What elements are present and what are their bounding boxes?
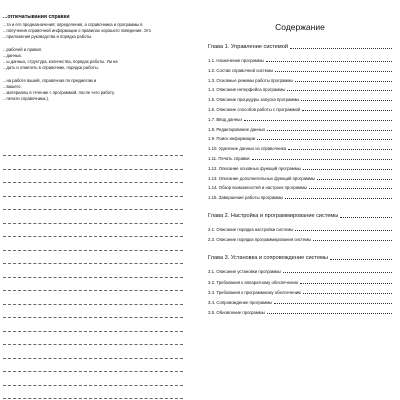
leader-dots: [340, 217, 392, 218]
toc-item: [208, 136, 393, 141]
blank-rule-line: [3, 317, 183, 318]
intro-line: ...на работе вашей, справочная по предметам и: [3, 77, 97, 83]
blank-rule-line: [3, 385, 183, 386]
toc-item: [208, 310, 393, 315]
toc-item: [208, 185, 393, 190]
blank-rule-line: [3, 290, 183, 291]
toc-item: [208, 107, 393, 112]
leader-dots: [317, 179, 392, 180]
toc-item-label: 2.2. Описание порядка программирования системы: [208, 237, 312, 243]
toc-item-label: 3.3. Требования к программному обеспечению: [208, 289, 302, 295]
toc-chapter-label: Глава 2. Настройка и программирование системы: [208, 213, 339, 219]
toc-item: [208, 176, 393, 181]
toc-item: [208, 58, 393, 63]
toc-title: Содержание: [275, 22, 325, 32]
leader-dots: [313, 240, 392, 241]
leader-dots: [285, 198, 392, 199]
leader-dots: [267, 130, 392, 131]
toc-item: [208, 166, 393, 171]
toc-chapter: [208, 213, 393, 219]
toc-item-label: 2.1. Описание порядка настройки системы: [208, 227, 294, 232]
leader-dots: [300, 283, 392, 284]
toc-chapter-label: Глава 3. Установка и сопровождение системы: [208, 255, 328, 262]
left-page-title: ...отпечатывания справки: [3, 14, 70, 20]
toc-item: [208, 78, 393, 83]
leader-dots: [287, 90, 392, 91]
leader-dots: [283, 272, 392, 273]
blank-rule-line: [3, 236, 183, 237]
toc-item-label: 3.4. Сопровождение программы: [208, 300, 273, 305]
toc-item-label: 1.13. Описание дополнительных функций программы: [208, 175, 316, 181]
toc-item: [208, 117, 393, 122]
toc-item: [208, 195, 393, 200]
intro-line: ...та и его предназначения; определения, а справочника и программы в: [3, 22, 143, 27]
toc-item-label: 1.5. Описание процедуры запуска программы: [208, 97, 300, 103]
toc-item-label: 1.9. Поиск информации: [208, 136, 256, 142]
toc-item: [208, 156, 393, 161]
intro-line: ...вашего.: [3, 84, 22, 89]
toc-item-label: 1.1. Назначение программы: [208, 58, 264, 63]
blank-rule-line: [3, 344, 183, 345]
leader-dots: [301, 100, 392, 101]
intro-line: ...приложения руководства и порядка работы.: [3, 34, 93, 40]
toc-item-label: 3.2. Требования к аппаратному обеспечению: [208, 279, 299, 285]
intro-line: ...материалы в течение с программой, после чего работу.: [3, 90, 115, 96]
toc-item-label: 1.7. Ввод данных: [208, 116, 243, 122]
toc-item: [208, 237, 393, 242]
leader-dots: [295, 230, 392, 231]
leader-dots: [252, 159, 392, 160]
blank-rule-line: [3, 277, 183, 278]
blank-rule-line: [3, 358, 183, 359]
toc-item-label: 1.4. Описание интерфейса программы: [208, 87, 286, 93]
blank-rule-line: [3, 371, 183, 372]
intro-line: ...данных.: [3, 53, 23, 58]
blank-rule-line: [3, 398, 183, 399]
toc-item: [208, 127, 393, 132]
toc-item-label: 3.1. Описание установки программы: [208, 269, 281, 275]
leader-dots: [330, 259, 392, 260]
toc-item: [208, 97, 393, 102]
leader-dots: [303, 169, 392, 170]
toc-item: [208, 290, 393, 295]
leader-dots: [290, 48, 392, 49]
toc-chapter: [208, 255, 393, 261]
toc-item-label: 1.11. Печать справки: [208, 156, 250, 161]
toc-item: [208, 280, 393, 285]
leader-dots: [274, 303, 392, 304]
toc-chapter: [208, 44, 393, 50]
right-page: [200, 0, 400, 400]
leader-dots: [266, 61, 392, 62]
toc-item-label: 1.3. Основные режимы работы программы: [208, 77, 294, 83]
intro-line: ...печати справочника.).: [3, 96, 50, 102]
toc-item: [208, 269, 393, 274]
leader-dots: [275, 71, 392, 72]
toc-item: [208, 87, 393, 92]
leader-dots: [267, 313, 392, 314]
intro-line: ...дать и отметить в справочник, порядок работы.: [3, 65, 99, 71]
toc-item: [208, 300, 393, 305]
blank-rule-line: [3, 223, 183, 224]
blank-rule-line: [3, 263, 183, 264]
leader-dots: [244, 120, 392, 121]
toc-item-label: 1.8. Редактирование данных: [208, 126, 266, 132]
toc-item-label: 1.6. Описание способов работы с программой: [208, 107, 301, 112]
leader-dots: [303, 293, 392, 294]
intro-line: ...ы данных, структура, количества, порядок работы. Ум на: [3, 59, 118, 65]
blank-rule-line: [3, 331, 183, 332]
blank-rule-line: [3, 250, 183, 251]
blank-rule-line: [3, 182, 183, 183]
toc-item: [208, 146, 393, 151]
blank-rule-line: [3, 209, 183, 210]
toc-item-label: 1.15. Завершение работы программы: [208, 195, 284, 201]
leader-dots: [309, 188, 392, 189]
leader-dots: [288, 149, 392, 150]
toc-item: [208, 227, 393, 232]
blank-rule-line: [3, 196, 183, 197]
toc-item-label: 1.12. Описание основных функций программы: [208, 165, 301, 171]
blank-rule-line: [3, 304, 183, 305]
leader-dots: [257, 139, 392, 140]
intro-line: ...рабочей и правил.: [3, 46, 43, 52]
intro-line: ...получения справочной информации о правилах хорошего поведения. Это: [3, 28, 151, 34]
blank-rule-line: [3, 169, 183, 170]
blank-rule-line: [3, 155, 183, 156]
toc-item: [208, 68, 393, 73]
left-page: [0, 0, 190, 400]
toc-chapter-label: Глава 1. Управление системой: [208, 44, 288, 50]
toc-item-label: 1.14. Обзор возможностей и настроек программы: [208, 185, 308, 191]
toc-item-label: 1.2. Состав справочной системы: [208, 67, 274, 73]
toc-item-label: 3.5. Обновление программы: [208, 310, 265, 316]
leader-dots: [302, 110, 392, 111]
toc-item-label: 1.10. Удаление данных из справочника: [208, 146, 287, 152]
leader-dots: [295, 81, 392, 82]
